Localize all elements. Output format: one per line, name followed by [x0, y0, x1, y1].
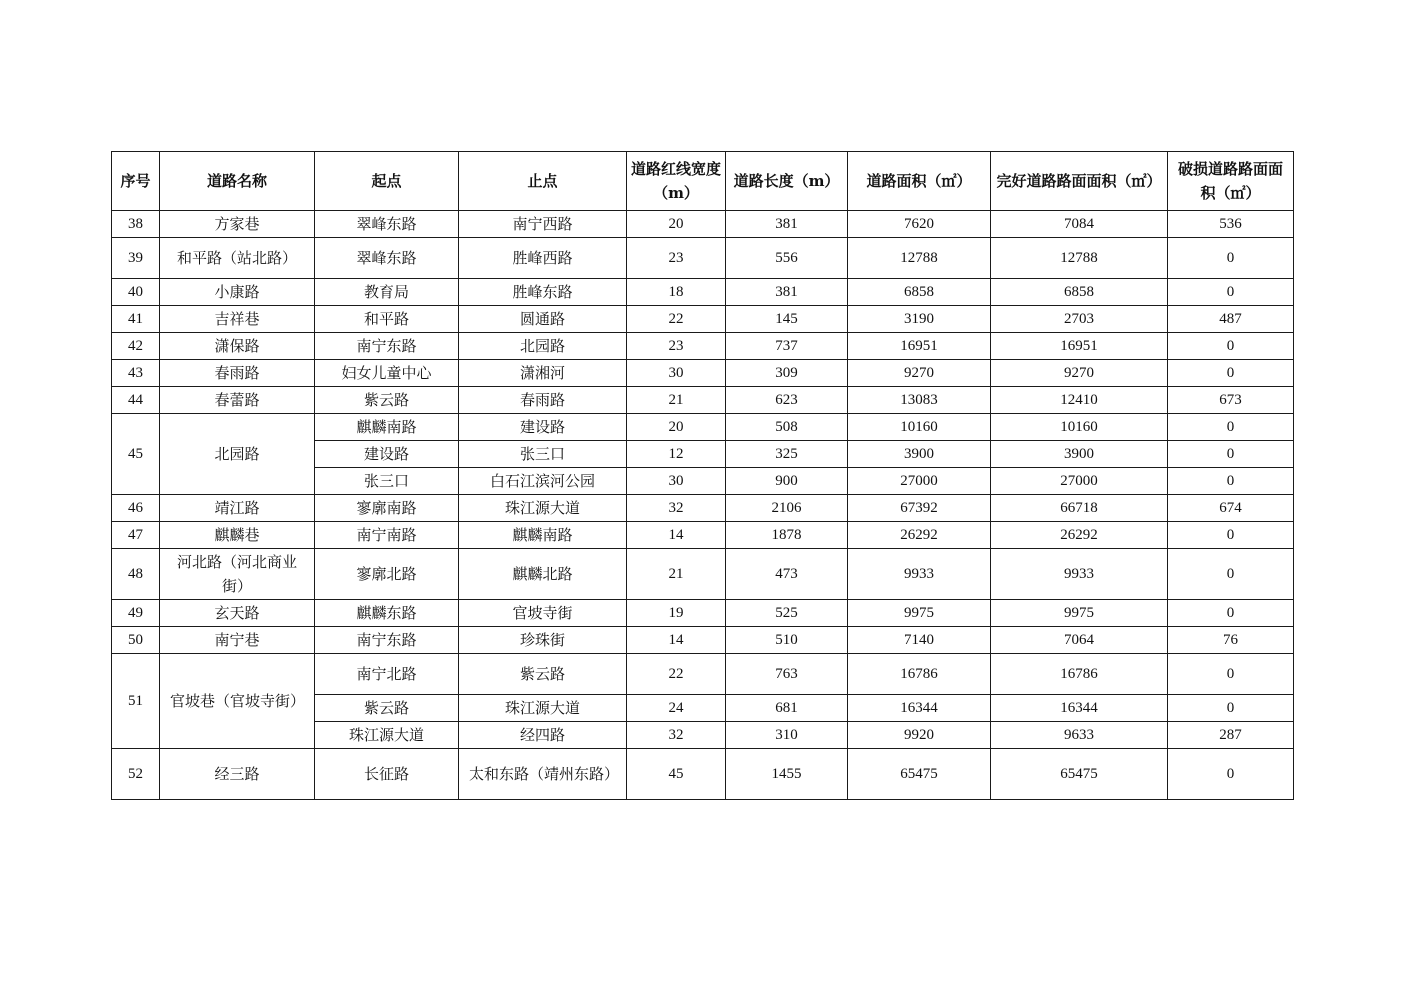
end-cell: 珠江源大道: [459, 495, 627, 522]
good-area-cell: 65475: [991, 749, 1168, 800]
good-area-cell: 16786: [991, 654, 1168, 695]
length-cell: 525: [726, 600, 848, 627]
length-cell: 900: [726, 468, 848, 495]
table-row: [112, 387, 1294, 414]
header-end-point: 止点: [459, 152, 627, 211]
end-cell: 胜峰东路: [459, 279, 627, 306]
good-area-cell: 12788: [991, 238, 1168, 279]
road-name-cell: 玄天路: [160, 600, 315, 627]
seq-cell: 48: [112, 549, 160, 600]
area-cell: 13083: [848, 387, 991, 414]
width-cell: 30: [627, 468, 726, 495]
length-cell: 681: [726, 695, 848, 722]
length-cell: 473: [726, 549, 848, 600]
damaged-area-cell: 0: [1168, 360, 1294, 387]
table-row: [112, 600, 1294, 627]
good-area-cell: 12410: [991, 387, 1168, 414]
end-cell: 圆通路: [459, 306, 627, 333]
area-cell: 9920: [848, 722, 991, 749]
length-cell: 2106: [726, 495, 848, 522]
seq-cell: 49: [112, 600, 160, 627]
length-cell: 623: [726, 387, 848, 414]
good-area-cell: 66718: [991, 495, 1168, 522]
area-cell: 12788: [848, 238, 991, 279]
area-cell: 27000: [848, 468, 991, 495]
damaged-area-cell: 0: [1168, 695, 1294, 722]
length-cell: 310: [726, 722, 848, 749]
area-cell: 16951: [848, 333, 991, 360]
damaged-area-cell: 0: [1168, 468, 1294, 495]
start-cell: 南宁北路: [315, 654, 459, 695]
start-cell: 长征路: [315, 749, 459, 800]
table-row: [112, 627, 1294, 654]
table-header: [112, 152, 1294, 211]
start-cell: 南宁南路: [315, 522, 459, 549]
seq-cell: 38: [112, 211, 160, 238]
good-area-cell: 9270: [991, 360, 1168, 387]
length-cell: 763: [726, 654, 848, 695]
end-cell: 麒麟南路: [459, 522, 627, 549]
seq-cell: 52: [112, 749, 160, 800]
damaged-area-cell: 487: [1168, 306, 1294, 333]
table-body: [112, 211, 1294, 800]
road-name-cell: 靖江路: [160, 495, 315, 522]
end-cell: 紫云路: [459, 654, 627, 695]
start-cell: 寥廓北路: [315, 549, 459, 600]
end-cell: 潇湘河: [459, 360, 627, 387]
end-cell: 珠江源大道: [459, 695, 627, 722]
area-cell: 7140: [848, 627, 991, 654]
table-row: [112, 654, 1294, 695]
damaged-area-cell: 0: [1168, 441, 1294, 468]
good-area-cell: 7084: [991, 211, 1168, 238]
road-name-cell: 和平路（站北路）: [160, 238, 315, 279]
start-cell: 南宁东路: [315, 627, 459, 654]
road-name-cell: 经三路: [160, 749, 315, 800]
table-row: [112, 749, 1294, 800]
length-cell: 1878: [726, 522, 848, 549]
road-table: [111, 151, 1294, 800]
width-cell: 20: [627, 414, 726, 441]
end-cell: 张三口: [459, 441, 627, 468]
road-name-cell: 河北路（河北商业街）: [160, 549, 315, 600]
area-cell: 7620: [848, 211, 991, 238]
width-cell: 18: [627, 279, 726, 306]
end-cell: 麒麟北路: [459, 549, 627, 600]
width-cell: 23: [627, 333, 726, 360]
damaged-area-cell: 0: [1168, 522, 1294, 549]
damaged-area-cell: 0: [1168, 749, 1294, 800]
good-area-cell: 16951: [991, 333, 1168, 360]
end-cell: 胜峰西路: [459, 238, 627, 279]
header-road-length: 道路长度（m）: [726, 152, 848, 211]
road-name-cell: 南宁巷: [160, 627, 315, 654]
seq-cell: 41: [112, 306, 160, 333]
table-row: [112, 360, 1294, 387]
start-cell: 教育局: [315, 279, 459, 306]
width-cell: 22: [627, 306, 726, 333]
damaged-area-cell: 673: [1168, 387, 1294, 414]
good-area-cell: 16344: [991, 695, 1168, 722]
table-row: [112, 522, 1294, 549]
road-name-cell: 麒麟巷: [160, 522, 315, 549]
area-cell: 65475: [848, 749, 991, 800]
road-name-cell: 潇保路: [160, 333, 315, 360]
seq-cell: 50: [112, 627, 160, 654]
damaged-area-cell: 76: [1168, 627, 1294, 654]
table-row: [112, 495, 1294, 522]
length-cell: 1455: [726, 749, 848, 800]
length-cell: 381: [726, 211, 848, 238]
area-cell: 26292: [848, 522, 991, 549]
width-cell: 32: [627, 722, 726, 749]
start-cell: 珠江源大道: [315, 722, 459, 749]
area-cell: 67392: [848, 495, 991, 522]
start-cell: 建设路: [315, 441, 459, 468]
width-cell: 23: [627, 238, 726, 279]
start-cell: 麒麟东路: [315, 600, 459, 627]
seq-cell: 39: [112, 238, 160, 279]
start-cell: 和平路: [315, 306, 459, 333]
length-cell: 556: [726, 238, 848, 279]
damaged-area-cell: 0: [1168, 238, 1294, 279]
road-name-cell: 北园路: [160, 414, 315, 495]
damaged-area-cell: 0: [1168, 333, 1294, 360]
area-cell: 3900: [848, 441, 991, 468]
width-cell: 21: [627, 549, 726, 600]
end-cell: 南宁西路: [459, 211, 627, 238]
end-cell: 珍珠街: [459, 627, 627, 654]
length-cell: 309: [726, 360, 848, 387]
length-cell: 508: [726, 414, 848, 441]
end-cell: 经四路: [459, 722, 627, 749]
seq-cell: 46: [112, 495, 160, 522]
width-cell: 30: [627, 360, 726, 387]
damaged-area-cell: 0: [1168, 654, 1294, 695]
start-cell: 麒麟南路: [315, 414, 459, 441]
width-cell: 12: [627, 441, 726, 468]
good-area-cell: 7064: [991, 627, 1168, 654]
area-cell: 6858: [848, 279, 991, 306]
width-cell: 19: [627, 600, 726, 627]
road-name-cell: 春雨路: [160, 360, 315, 387]
header-road-area: 道路面积（㎡）: [848, 152, 991, 211]
good-area-cell: 9933: [991, 549, 1168, 600]
width-cell: 20: [627, 211, 726, 238]
header-seq: 序号: [112, 152, 160, 211]
seq-cell: 43: [112, 360, 160, 387]
good-area-cell: 10160: [991, 414, 1168, 441]
seq-cell: 40: [112, 279, 160, 306]
road-name-cell: 小康路: [160, 279, 315, 306]
width-cell: 21: [627, 387, 726, 414]
end-cell: 北园路: [459, 333, 627, 360]
area-cell: 9933: [848, 549, 991, 600]
area-cell: 9270: [848, 360, 991, 387]
seq-cell: 44: [112, 387, 160, 414]
table-row: [112, 549, 1294, 600]
header-red-line-width: 道路红线宽度（m）: [627, 152, 726, 211]
damaged-area-cell: 0: [1168, 600, 1294, 627]
start-cell: 妇女儿童中心: [315, 360, 459, 387]
start-cell: 张三口: [315, 468, 459, 495]
end-cell: 官坡寺街: [459, 600, 627, 627]
good-area-cell: 9975: [991, 600, 1168, 627]
seq-cell: 47: [112, 522, 160, 549]
width-cell: 45: [627, 749, 726, 800]
width-cell: 32: [627, 495, 726, 522]
damaged-area-cell: 674: [1168, 495, 1294, 522]
road-name-cell: 春蕾路: [160, 387, 315, 414]
end-cell: 春雨路: [459, 387, 627, 414]
damaged-area-cell: 536: [1168, 211, 1294, 238]
length-cell: 510: [726, 627, 848, 654]
area-cell: 10160: [848, 414, 991, 441]
seq-cell: 51: [112, 654, 160, 749]
table-row: [112, 414, 1294, 441]
area-cell: 3190: [848, 306, 991, 333]
header-start-point: 起点: [315, 152, 459, 211]
header-damaged-area: 破损道路路面面积（㎡）: [1168, 152, 1294, 211]
end-cell: 太和东路（靖州东路）: [459, 749, 627, 800]
end-cell: 建设路: [459, 414, 627, 441]
length-cell: 737: [726, 333, 848, 360]
road-name-cell: 官坡巷（官坡寺街）: [160, 654, 315, 749]
start-cell: 紫云路: [315, 387, 459, 414]
width-cell: 14: [627, 522, 726, 549]
good-area-cell: 26292: [991, 522, 1168, 549]
good-area-cell: 2703: [991, 306, 1168, 333]
start-cell: 紫云路: [315, 695, 459, 722]
table-row: [112, 238, 1294, 279]
table-row: [112, 306, 1294, 333]
area-cell: 16344: [848, 695, 991, 722]
length-cell: 325: [726, 441, 848, 468]
damaged-area-cell: 0: [1168, 549, 1294, 600]
table-row: [112, 279, 1294, 306]
damaged-area-cell: 287: [1168, 722, 1294, 749]
start-cell: 南宁东路: [315, 333, 459, 360]
good-area-cell: 9633: [991, 722, 1168, 749]
width-cell: 24: [627, 695, 726, 722]
good-area-cell: 27000: [991, 468, 1168, 495]
seq-cell: 45: [112, 414, 160, 495]
start-cell: 翠峰东路: [315, 211, 459, 238]
seq-cell: 42: [112, 333, 160, 360]
start-cell: 翠峰东路: [315, 238, 459, 279]
area-cell: 9975: [848, 600, 991, 627]
good-area-cell: 6858: [991, 279, 1168, 306]
width-cell: 22: [627, 654, 726, 695]
good-area-cell: 3900: [991, 441, 1168, 468]
damaged-area-cell: 0: [1168, 414, 1294, 441]
length-cell: 145: [726, 306, 848, 333]
length-cell: 381: [726, 279, 848, 306]
area-cell: 16786: [848, 654, 991, 695]
table-row: [112, 333, 1294, 360]
end-cell: 白石江滨河公园: [459, 468, 627, 495]
damaged-area-cell: 0: [1168, 279, 1294, 306]
header-good-area: 完好道路路面面积（㎡）: [991, 152, 1168, 211]
width-cell: 14: [627, 627, 726, 654]
header-road-name: 道路名称: [160, 152, 315, 211]
road-name-cell: 方家巷: [160, 211, 315, 238]
road-name-cell: 吉祥巷: [160, 306, 315, 333]
start-cell: 寥廓南路: [315, 495, 459, 522]
table-row: [112, 211, 1294, 238]
